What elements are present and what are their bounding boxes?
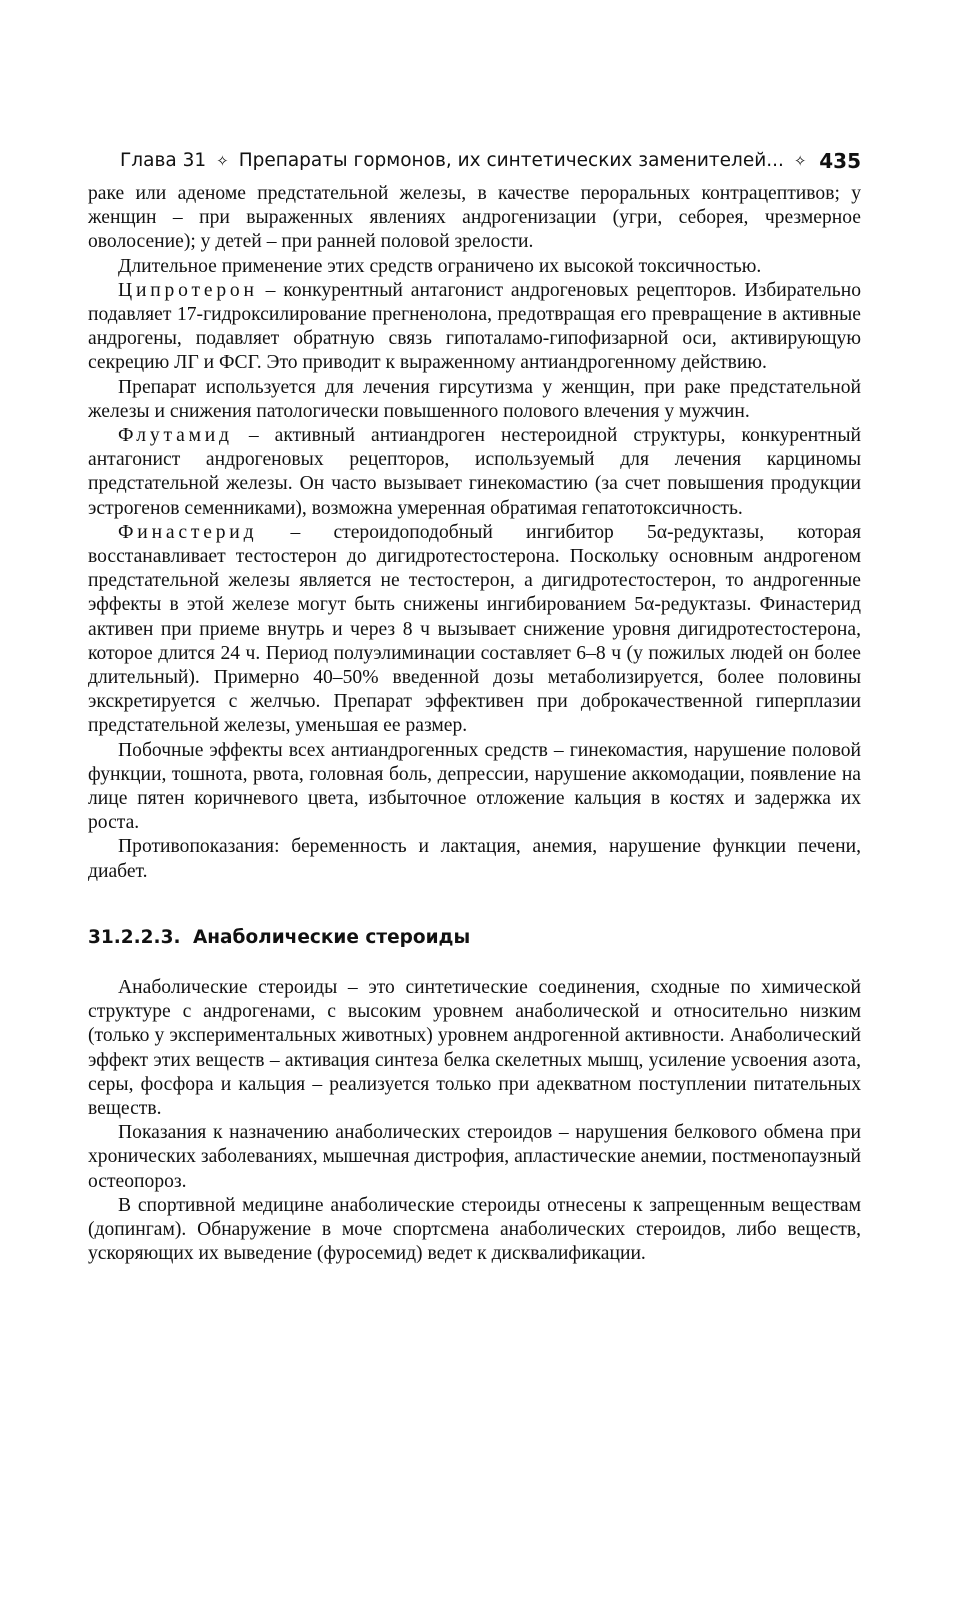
chapter-label: Глава 31 [120, 150, 207, 171]
paragraph-text: Длительное применение этих средств ограничено их высокой токсичностью. [118, 255, 762, 277]
drug-term: Ципротерон [118, 279, 258, 301]
paragraph-text: Побочные эффекты всех антиандрогенных средств – гинекомастия, нарушение половой функции, тошнота, рвота, головная боль, депрессии, нарушение аккомодации, появление на лице пятен коричневого цвета, избыточное отложение кальция в костях и задержка их роста. [88, 739, 861, 834]
running-head-text [120, 146, 816, 176]
paragraph-text: раке или аденоме предстательной железы, в качестве пероральных контрацептивов; у женщин – при выраженных явлениях андрогенизации (угри, себорея, чрезмерное оволосение); у детей – при ранней половой зрелости. [88, 183, 861, 253]
paragraph [88, 1121, 861, 1194]
diamond-separator-icon: ✧ [793, 152, 807, 170]
drug-term: Финастерид [118, 521, 258, 543]
page-number: 435 [819, 149, 861, 173]
running-head [88, 146, 861, 182]
paragraph-text: Противопоказания: беременность и лактация, анемия, нарушение функции печени, диабет. [88, 836, 861, 882]
paragraph [88, 255, 861, 279]
paragraph-text: Препарат используется для лечения гирсутизма у женщин, при раке предстательной железы и снижения патологически повышенного полового влечения у мужчин. [88, 376, 861, 422]
section-title: Анаболические стероиды [192, 926, 471, 948]
paragraph [88, 976, 861, 1121]
section-heading [88, 926, 861, 950]
page [88, 146, 861, 1266]
paragraph [88, 521, 861, 739]
paragraph [88, 376, 861, 424]
paragraph-text: Показания к назначению анаболических стероидов – нарушения белкового обмена при хронических заболеваниях, мышечная дистрофия, апластические анемии, постменопаузный остеопороз. [88, 1122, 861, 1192]
paragraph [88, 835, 861, 883]
paragraph-text: Анаболические стероиды – это синтетические соединения, сходные по химической структуре с андрогенами, с высоким уровнем анаболической и относительно низким (только у экспериментальных животных) уровнем андрогенной активности. Анаболический эффект этих веществ – активация синтеза белка скелетных мышц, усиление усвоения азота, серы, фосфора и кальция – реализуется только при адекватном поступлении питательных веществ. [88, 976, 861, 1119]
paragraph [88, 182, 861, 255]
paragraph-text: В спортивной медицине анаболические стероиды отнесены к запрещенным веществам (допингам). Обнаружение в моче спортсмена анаболических стероидов, либо веществ, ускоряющих их выведение (фуросемид) ведет к дисквалификации. [88, 1194, 861, 1265]
paragraph-text: – стероидоподобный ингибитор 5α-редуктазы, которая восстанавливает тестостерон до дигидротестостерона. Поскольку основным андрогеном предстательной железы является не тестостерон, а дигидротестостерон, то андрогенные эффекты в этой железе могут быть снижены ингибированием 5α-редуктазы. Финастерид активен при приеме внутрь и через 8 ч вызывает снижение уровня дигидротестостерона, которое длится 24 ч. Период полуэлиминации составляет 6–8 ч (у пожилых людей он более длительный). Примерно 40–50% введенной дозы метаболизируется, более половины экскретируется с желчью. Препарат эффективен при доброкачественной гиперплазии предстательной железы, уменьшая ее размер. [88, 521, 861, 737]
diamond-separator-icon: ✧ [216, 152, 229, 170]
paragraph-text: – конкурентный антагонист андрогеновых рецепторов. Избирательно подавляет 17-гидроксилирование прегненолона, предотвращая его превращение в активные андрогены, подавляет обратную связь гипоталамо-гипофизарной оси, активирующую секрецию ЛГ и ФСГ. Это приводит к выраженному антиандрогенному действию. [88, 279, 861, 374]
paragraph [88, 424, 861, 521]
paragraph-text: – активный антиандроген нестероидной структуры, конкурентный антагонист андрогеновых рецепторов, используемый для лечения карциномы предстательной железы. Он часто вызывает гинекомастию (за счет повышения продукции эстрогенов семенниками), возможна умеренная обратимая гепатотоксичность. [88, 425, 861, 519]
section-number: 31.2.2.3. [88, 926, 181, 948]
paragraph [88, 279, 861, 376]
paragraph [88, 1194, 861, 1267]
body-text [88, 182, 861, 1266]
paragraph [88, 739, 861, 836]
chapter-title: Препараты гормонов, их синтетических заменителей... [238, 150, 784, 171]
drug-term: Флутамид [118, 425, 233, 447]
